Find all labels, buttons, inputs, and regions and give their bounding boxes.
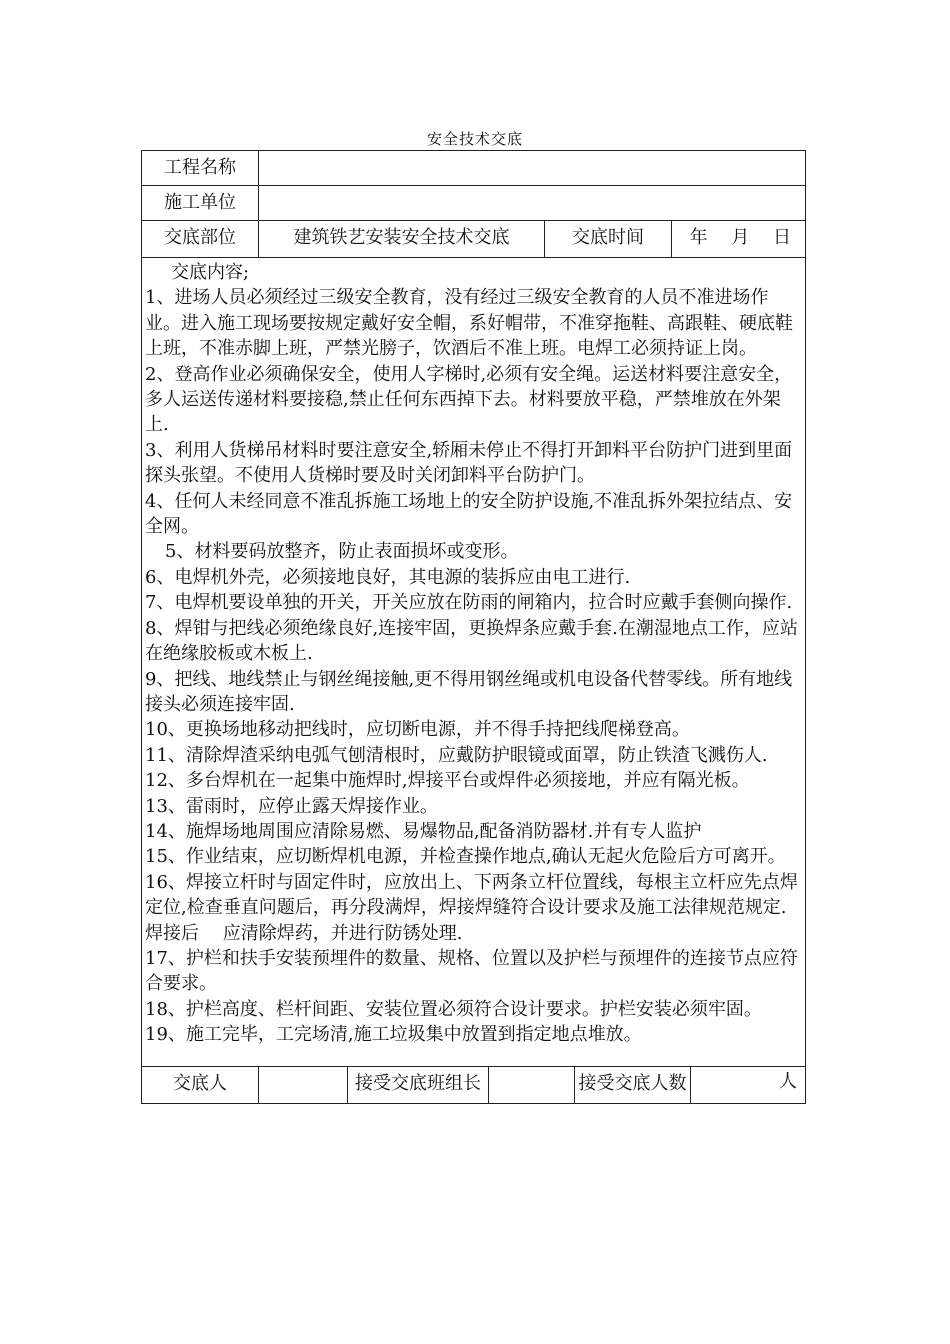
content-item-19: 19、施工完毕，工完场清,施工垃圾集中放置到指定地点堆放。 (145, 1024, 642, 1046)
project-name-field[interactable] (259, 151, 806, 186)
content-item-16: 16、焊接立杆时与固定件时，应放出上、下两条立杆位置线，每根主立杆应先点焊定位,检查垂直问题后，再分段满焊，焊接焊缝符合设计要求及施工法律规范规定.焊接后 应清除焊药，并进行防锈处理. (145, 871, 798, 944)
content-heading: 交底内容; (171, 262, 250, 283)
content-item-2: 2、登高作业必须确保安全，使用人字梯时,必须有安全绳。运送材料要注意安全，多人运送传递材料要接稳,禁止任何东西掉下去。材料要放平稳，严禁堆放在外架上. (145, 363, 793, 436)
contractor-field[interactable] (259, 186, 806, 221)
content-item-10: 10、更换场地移动把线时，应切断电源，并不得手持把线爬梯登高。 (145, 719, 690, 741)
content-item-1: 1、进场人员必须经过三级安全教育，没有经过三级安全教育的人员不准进场作业。进入施工现场要按规定戴好安全帽，系好帽带，不准穿拖鞋、高跟鞋、硬底鞋上班，不准赤脚上班，严禁光膀子，饮酒后不准上班。电焊工必须持证上岗。 (145, 287, 793, 360)
content-item-17: 17、护栏和扶手安装预埋件的数量、规格、位置以及护栏与预埋件的连接节点应符合要求。 (145, 947, 798, 995)
safety-briefing-form (141, 150, 806, 1067)
content-item-11: 11、清除焊渣采纳电弧气刨清根时，应戴防护眼镜或面罩，防止铁渣飞溅伤人. (145, 744, 768, 766)
presenter-field[interactable] (259, 1066, 348, 1103)
presenter-label: 交底人 (142, 1066, 259, 1103)
content-item-14: 14、施焊场地周围应清除易燃、易爆物品,配备消防器材.并有专人监护 (145, 820, 702, 842)
content-item-7: 7、电焊机要设单独的开关，开关应放在防雨的闸箱内，拉合时应戴手套侧向操作. (145, 592, 793, 614)
time-label: 交底时间 (545, 221, 672, 258)
recipient-count-unit: 人 (691, 1066, 806, 1103)
location-value: 建筑铁艺安装安全技术交底 (259, 221, 545, 258)
contractor-label: 施工单位 (142, 186, 259, 221)
team-leader-field[interactable] (489, 1066, 575, 1103)
content-item-15: 15、作业结束，应切断焊机电源，并检查操作地点,确认无起火危险后方可离开。 (145, 846, 786, 868)
signature-row (141, 1066, 806, 1104)
content-item-4: 4、任何人未经同意不准乱拆施工场地上的安全防护设施,不准乱拆外架拉结点、安全网。 (145, 490, 793, 538)
recipient-count-label: 接受交底人数 (575, 1066, 691, 1103)
date-field[interactable]: 年 月 日 (672, 221, 806, 258)
content-item-18: 18、护栏高度、栏杆间距、安装位置必须符合设计要求。护栏安装必须牢固。 (145, 998, 762, 1020)
location-label: 交底部位 (142, 221, 259, 258)
content-item-3: 3、利用人货梯吊材料时要注意安全,轿厢未停止不得打开卸料平台防护门进到里面探头张望。不使用人货梯时要及时关闭卸料平台防护门。 (145, 439, 793, 487)
content-item-12: 12、多台焊机在一起集中施焊时,焊接平台或焊件必须接地，并应有隔光板。 (145, 770, 750, 792)
content-item-6: 6、电焊机外壳，必须接地良好，其电源的装拆应由电工进行. (145, 566, 631, 588)
content-item-9: 9、把线、地线禁止与钢丝绳接触,更不得用钢丝绳或机电设备代替零线。所有地线接头必须连接牢固. (145, 668, 793, 715)
project-name-label: 工程名称 (142, 151, 259, 186)
content-item-13: 13、雷雨时，应停止露天焊接作业。 (145, 795, 438, 817)
content-item-5: 5、材料要码放整齐，防止表面损坏或变形。 (165, 541, 519, 563)
content-item-8: 8、焊钳与把线必须绝缘良好,连接牢固，更换焊条应戴手套.在潮湿地点工作，应站在绝缘胶板或木板上. (145, 617, 798, 665)
briefing-content (142, 258, 806, 1067)
document-title: 安全技术交底 (426, 130, 523, 148)
team-leader-label: 接受交底班组长 (348, 1066, 489, 1103)
